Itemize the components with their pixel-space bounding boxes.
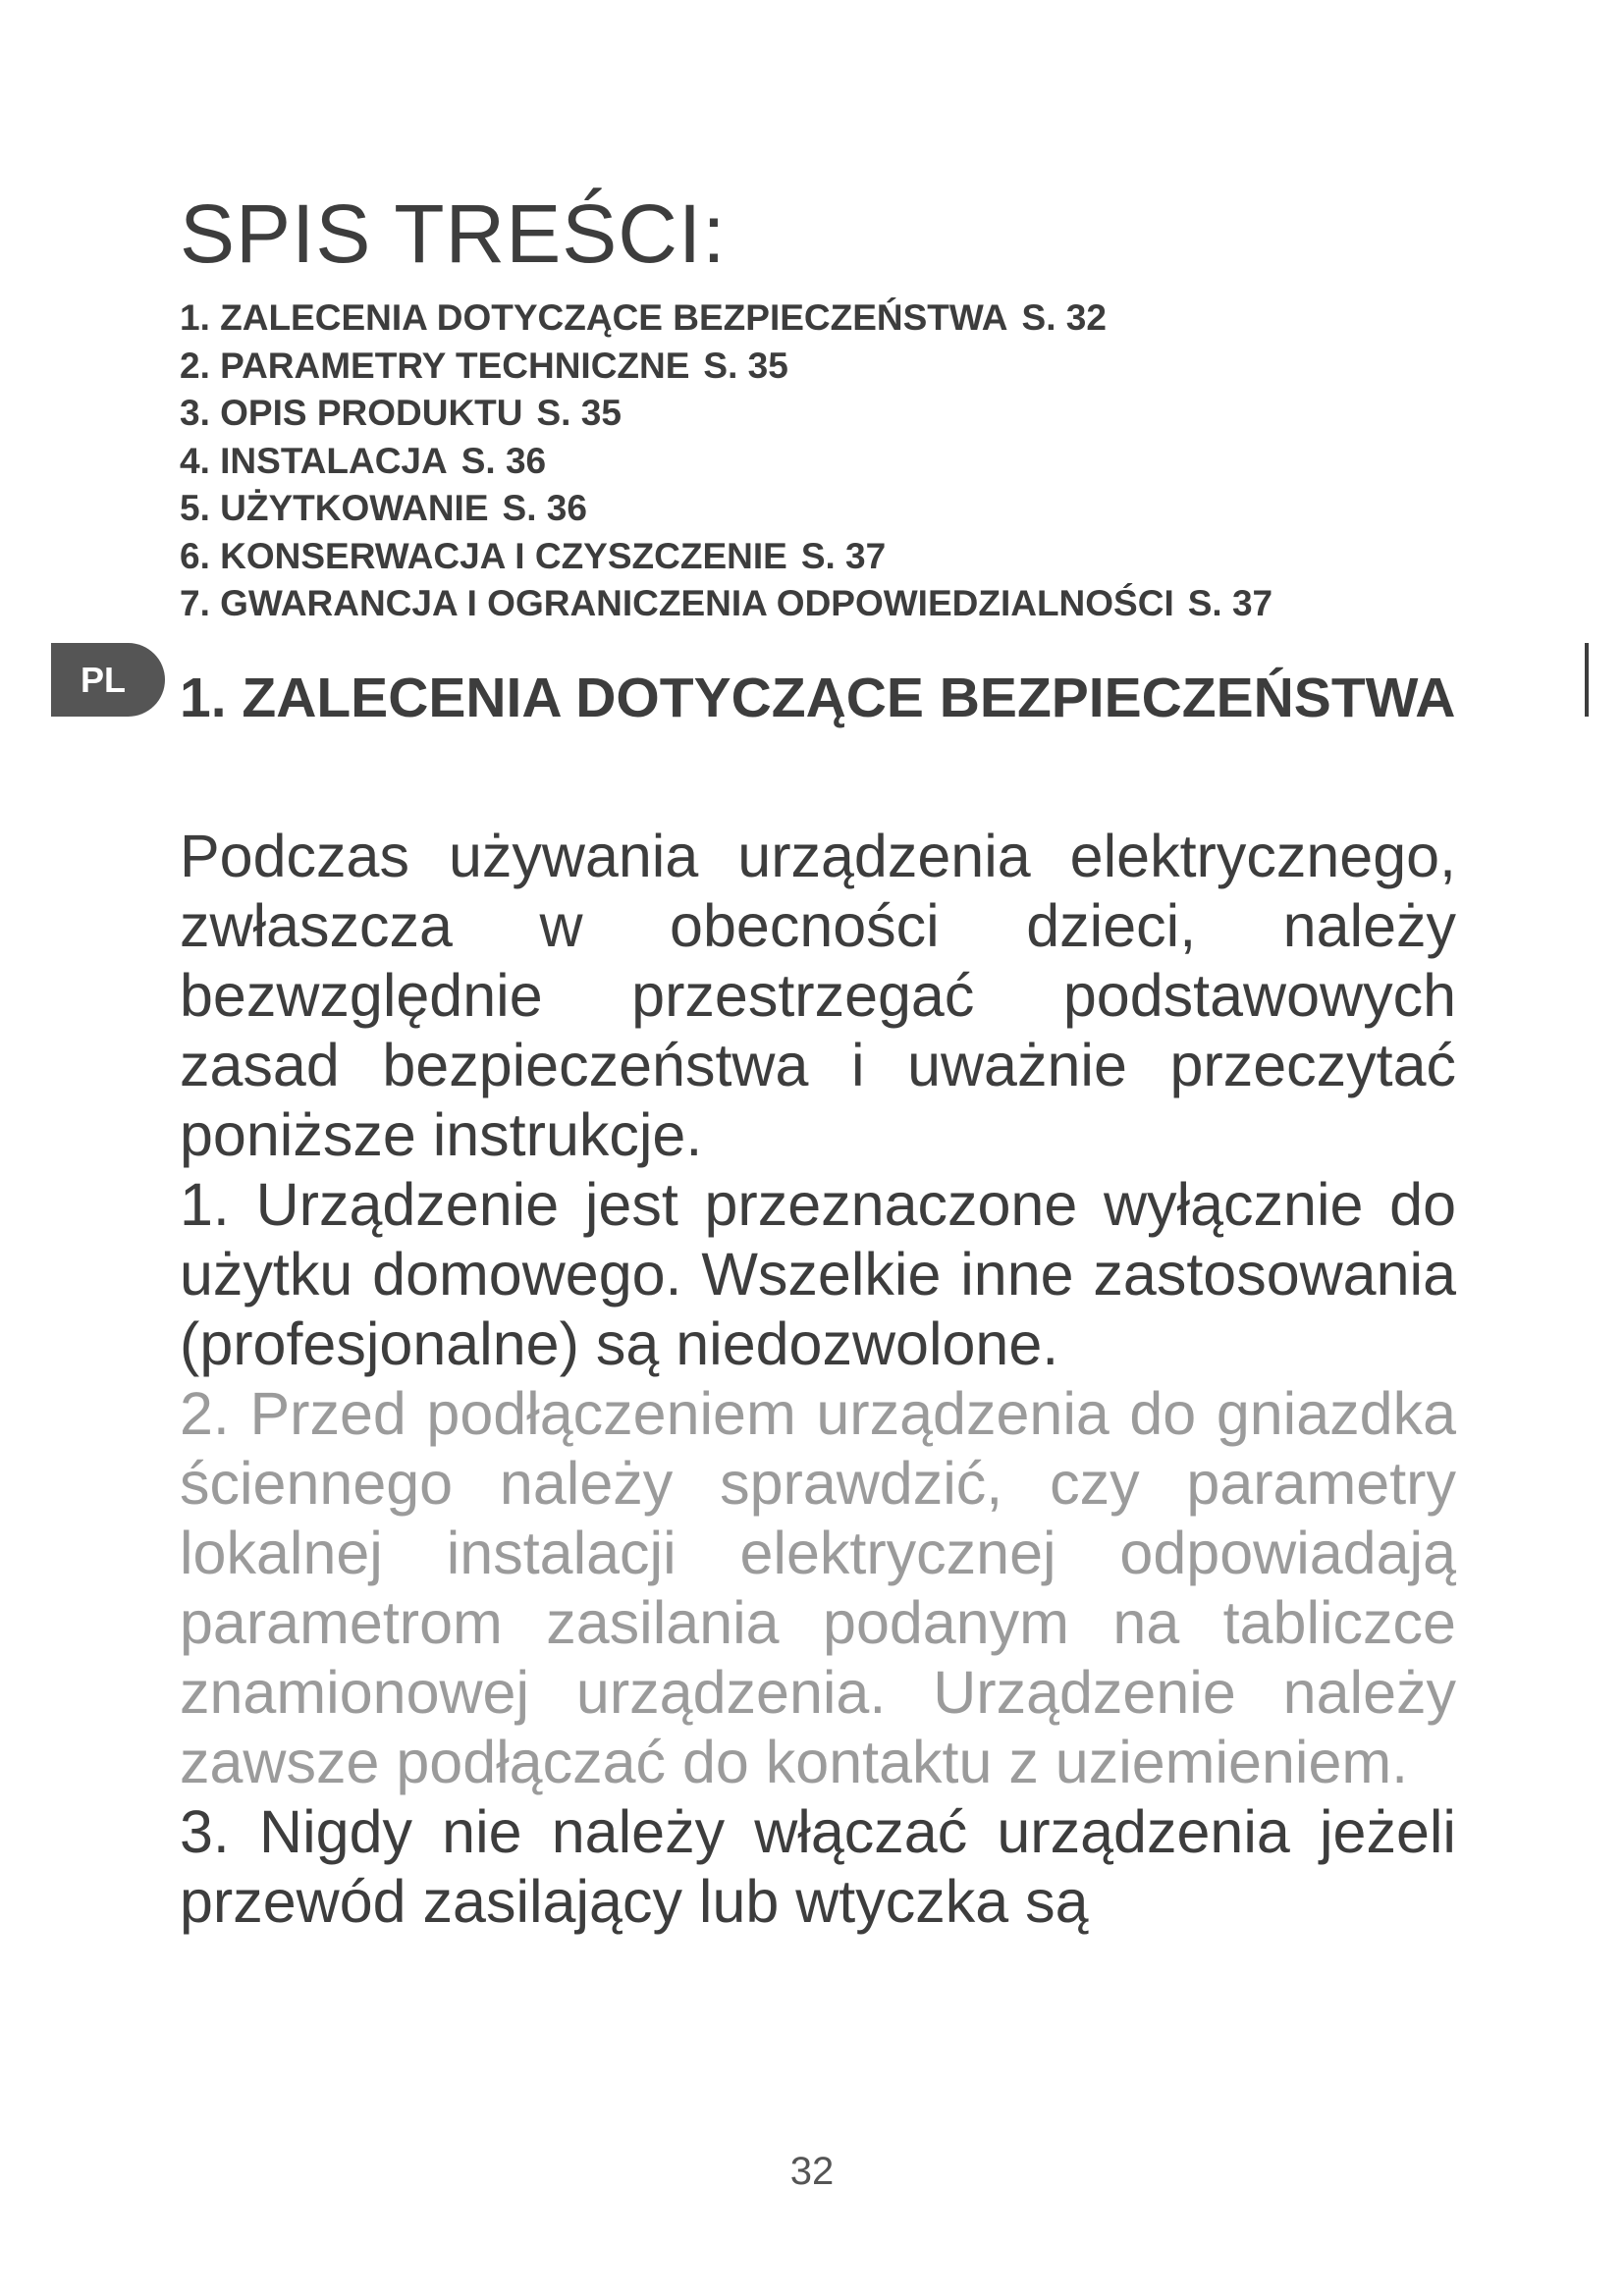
toc-item	[180, 580, 1272, 628]
toc-item-page: S. 37	[800, 535, 887, 576]
toc-item	[180, 485, 1272, 533]
toc-item-label: 4. INSTALACJA	[180, 440, 448, 481]
toc-item-label: 7. GWARANCJA I OGRANICZENIA ODPOWIEDZIALNOŚCI	[180, 583, 1174, 623]
toc-item-label: 2. PARAMETRY TECHNICZNE	[180, 345, 690, 386]
toc-item-label: 6. KONSERWACJA I CZYSZCZENIE	[180, 535, 787, 576]
language-tab: PL	[51, 643, 165, 717]
toc-item-page: S. 32	[1021, 297, 1107, 338]
instruction-item: 3. Nigdy nie należy włączać urządzenia jeżeli przewód zasilający lub wtyczka są	[180, 1798, 1456, 1935]
toc-item-page: S. 35	[536, 393, 622, 433]
instruction-item: 2. Przed podłączeniem urządzenia do gniazdka ściennego należy sprawdzić, czy parametry lokalnej instalacji elektrycznej odpowiadają parametrom zasilania podanym na tabliczce znamionowej urządzenia. Urządzenie należy zawsze podłączać do kontaktu z uziemieniem.	[180, 1380, 1456, 1795]
toc-item	[180, 390, 1272, 438]
toc-item-label: 5. UŻYTKOWANIE	[180, 488, 489, 528]
toc-item	[180, 533, 1272, 581]
toc-item-label: 1. ZALECENIA DOTYCZĄCE BEZPIECZEŃSTWA	[180, 297, 1008, 338]
instruction-item: 1. Urządzenie jest przeznaczone wyłącznie do użytku domowego. Wszelkie inne zastosowania (profesjonalne) są niedozwolone.	[180, 1171, 1456, 1377]
toc-item-page: S. 37	[1187, 583, 1273, 623]
section-heading: 1. ZALECENIA DOTYCZĄCE BEZPIECZEŃSTWA	[180, 667, 1456, 729]
toc-item-label: 3. OPIS PRODUKTU	[180, 393, 523, 433]
page-number: 32	[789, 2150, 835, 2193]
toc-item	[180, 343, 1272, 391]
toc-item	[180, 294, 1272, 343]
margin-marker	[1585, 643, 1589, 717]
page-title: SPIS TREŚCI:	[180, 187, 727, 280]
intro-paragraph: Podczas używania urządzenia elektrycznego, zwłaszcza w obecności dzieci, należy bezwzględnie przestrzegać podstawowych zasad bezpieczeństwa i uważnie przeczytać poniższe instrukcje.	[180, 823, 1456, 1168]
toc-item	[180, 438, 1272, 486]
toc-item-page: S. 36	[502, 488, 587, 528]
toc-item-page: S. 36	[460, 440, 547, 481]
section-body	[180, 822, 1456, 1937]
table-of-contents	[180, 294, 1272, 628]
toc-item-page: S. 35	[703, 345, 788, 386]
